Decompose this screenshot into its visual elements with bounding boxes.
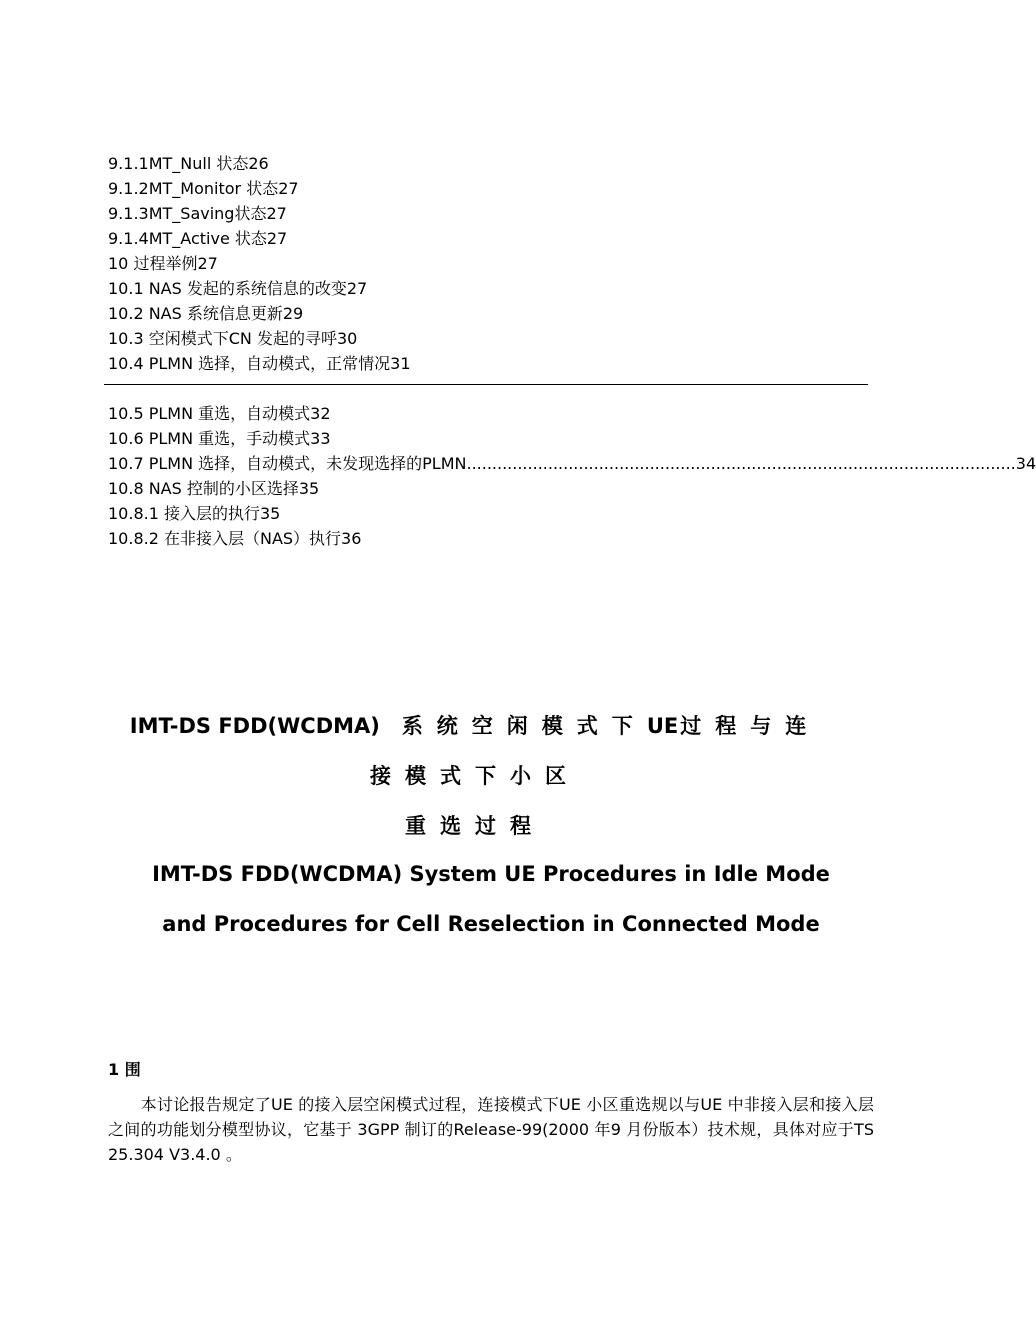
- toc-entry: 9.1.4MT_Active 状态27: [108, 229, 288, 248]
- title-prefix: IMT-DS FDD(WCDMA): [129, 714, 380, 738]
- title-en-line-2: and Procedures for Cell Reselection in Connected Mode: [162, 912, 820, 936]
- toc-entry: 10.5 PLMN 重选，自动模式32: [108, 404, 331, 423]
- title-zh-part: 系统空闲模式下: [401, 714, 647, 738]
- title-zh-line-3: 重选过程: [405, 814, 545, 838]
- title-ue: UE: [646, 714, 679, 738]
- title-en-line-1: IMT-DS FDD(WCDMA) System UE Procedures in Idle Mode: [152, 862, 830, 886]
- toc-entry: 10.1 NAS 发起的系统信息的改变27: [108, 279, 368, 298]
- toc-leader-dots: ............................................................................................................: [466, 454, 1016, 473]
- toc-page-number: 34: [1015, 454, 1036, 473]
- toc-entry: 10.8.1 接入层的执行35: [108, 504, 281, 523]
- toc-entry: 10.6 PLMN 重选，手动模式33: [108, 429, 331, 448]
- toc-entry: 9.1.1MT_Null 状态26: [108, 154, 269, 173]
- toc-entry: 10 过程举例27: [108, 254, 218, 273]
- toc-entry: 10.3 空闲模式下CN 发起的寻呼30: [108, 329, 358, 348]
- toc-entry: 10.4 PLMN 选择，自动模式，正常情况31: [108, 354, 411, 373]
- toc-entry-text: 10.7 PLMN 选择，自动模式，未发现选择的PLMN: [108, 454, 467, 473]
- title-zh-line-2: 接模式下小区: [370, 764, 580, 788]
- toc-entry: 10.8 NAS 控制的小区选择35: [108, 479, 320, 498]
- toc-entry: 10.2 NAS 系统信息更新29: [108, 304, 304, 323]
- section-paragraph: 本讨论报告规定了UE 的接入层空闲模式过程，连接模式下UE 小区重选规以与UE 中非接入层和接入层之间的功能划分模型协议，它基于 3GPP 制订的Release-99(2000 年9 月份版本）技术规，具体对应于TS 25.304 V3.4.0 。: [108, 1095, 874, 1164]
- toc-entry: 10.8.2 在非接入层（NAS）执行36: [108, 529, 362, 548]
- toc-entry-dotted: [108, 454, 1036, 474]
- toc-entry: 9.1.3MT_Saving状态27: [108, 204, 287, 223]
- title-zh-line-1: [0, 712, 950, 740]
- toc-entry: 9.1.2MT_Monitor 状态27: [108, 179, 299, 198]
- title-zh-part: 过程与连: [680, 714, 821, 738]
- horizontal-rule: [104, 384, 868, 385]
- section-heading: 1 围: [108, 1060, 141, 1079]
